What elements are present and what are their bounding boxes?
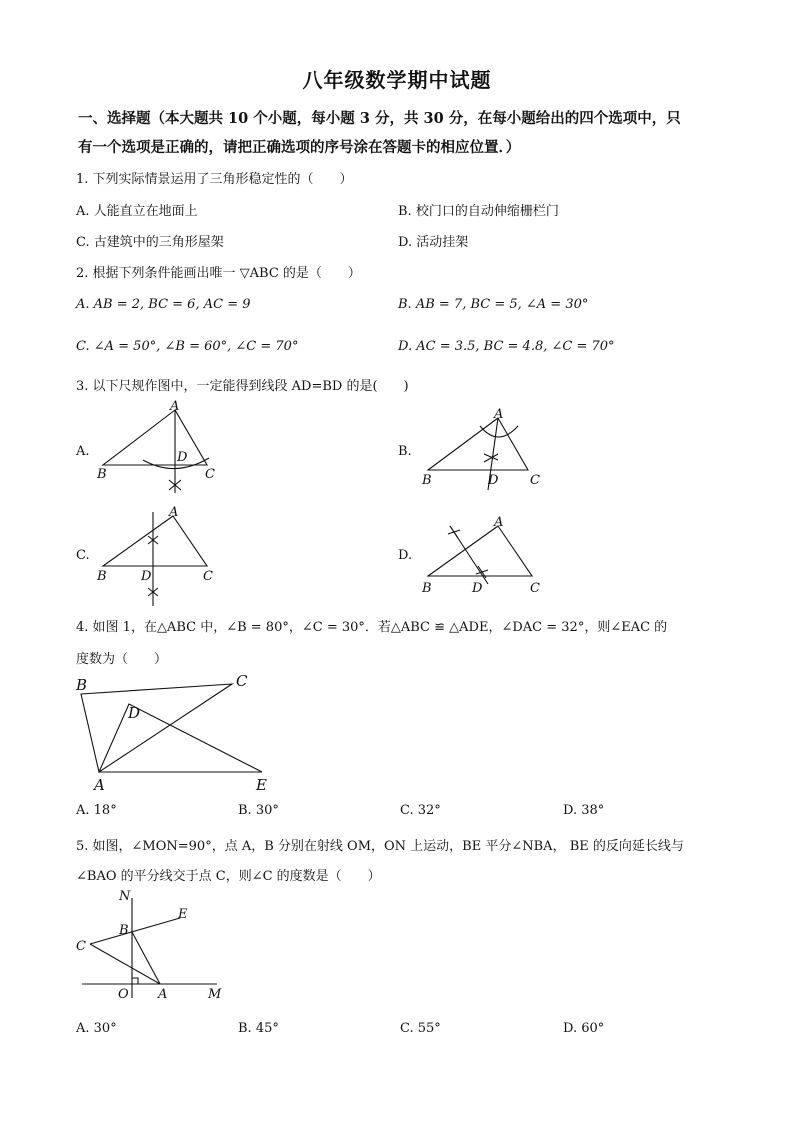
q1-option-d[interactable]: D. 活动挂架: [398, 235, 469, 250]
q5-label-o: O: [118, 987, 129, 1002]
q3d-label-b: B: [422, 581, 432, 596]
q3a-label-b: B: [97, 467, 107, 482]
q3-figure-d: [420, 514, 550, 598]
q4-option-c[interactable]: C. 32°: [400, 803, 441, 818]
section-header-line1: 一、选择题（本大题共 10 个小题，每小题 3 分，共 30 分，在每小题给出的四个选项中，只: [78, 110, 681, 127]
q5-option-b[interactable]: B. 45°: [238, 1021, 279, 1036]
q4-triangle-ade: [99, 704, 262, 772]
q3a-arc: [143, 458, 209, 469]
q2-option-d[interactable]: D. AC = 3.5, BC = 4.8, ∠C = 70°: [398, 339, 615, 354]
q3-option-d[interactable]: D.: [398, 548, 413, 563]
q1-option-c[interactable]: C. 古建筑中的三角形屋架: [76, 235, 224, 250]
q3b-triangle: [428, 418, 528, 470]
q3-option-b[interactable]: B.: [398, 444, 412, 459]
section-header-line2: 有一个选项是正确的，请把正确选项的序号涂在答题卡的相应位置．）: [78, 139, 521, 156]
q3a-triangle: [103, 410, 207, 465]
q3-figure-a: [95, 398, 225, 498]
q5-figure: [72, 886, 232, 1006]
q3d-label-d: D: [472, 581, 483, 596]
q5-option-a[interactable]: A. 30°: [76, 1021, 117, 1036]
q3c-label-a: A: [169, 505, 179, 520]
q4-option-a[interactable]: A. 18°: [76, 803, 117, 818]
q3d-label-a: A: [494, 515, 504, 530]
q3b-label-d: D: [488, 473, 499, 488]
q5-label-n: N: [119, 889, 131, 904]
q4-label-d: D: [128, 704, 141, 722]
question-5-stem-line2: ∠BAO 的平分线交于点 C，则∠C 的度数是（ ）: [76, 869, 381, 884]
q5-right-angle: [132, 978, 138, 984]
question-5-stem-line1: 5. 如图，∠MON=90°，点 A，B 分别在射线 OM，ON 上运动，BE 平分∠NBA， BE 的反向延长线与: [76, 839, 684, 854]
question-3-stem: 3. 以下尺规作图中，一定能得到线段 AD=BD 的是( ): [76, 379, 409, 394]
q4-label-e: E: [256, 776, 267, 794]
q5-label-b: B: [119, 923, 129, 938]
q3d-mark-2: [450, 526, 458, 538]
q5-label-c: C: [76, 939, 86, 954]
q3b-label-b: B: [422, 473, 432, 488]
question-4-stem-line1: 4. 如图 1，在△ABC 中，∠B = 80°，∠C = 30°．若△ABC ≌ △ADE，∠DAC = 32°，则∠EAC 的: [76, 620, 668, 635]
q2-option-a[interactable]: A. AB = 2, BC = 6, AC = 9: [76, 297, 251, 312]
q4-option-d[interactable]: D. 38°: [563, 803, 605, 818]
q5-label-m: M: [208, 987, 222, 1002]
q3-option-c[interactable]: C.: [76, 548, 90, 563]
page-title: 八年级数学期中试题: [302, 68, 492, 92]
q5-label-e: E: [178, 907, 188, 922]
q4-label-c: C: [236, 672, 248, 690]
q4-label-b: B: [76, 676, 88, 694]
q3-option-a[interactable]: A.: [76, 444, 90, 459]
question-2-stem: 2. 根据下列条件能画出唯一 ▽ABC 的是（ ）: [76, 266, 361, 281]
q3a-label-d: D: [177, 450, 188, 465]
q3-figure-b: [420, 404, 550, 494]
q3c-label-b: B: [97, 569, 107, 584]
q3c-label-d: D: [141, 569, 152, 584]
section-header: [78, 104, 728, 162]
question-4-stem-line2: 度数为（ ）: [76, 652, 168, 667]
q3d-label-c: C: [530, 581, 540, 596]
q5-line-ce: [90, 918, 180, 944]
q2-option-c[interactable]: C. ∠A = 50°, ∠B = 60°, ∠C = 70°: [76, 339, 299, 354]
q1-option-a[interactable]: A. 人能直立在地面上: [76, 204, 198, 219]
q3b-label-c: C: [530, 473, 540, 488]
q4-label-a: A: [94, 776, 105, 794]
q5-label-a: A: [158, 987, 168, 1002]
q3a-label-c: C: [205, 467, 215, 482]
q3b-label-a: A: [494, 407, 504, 422]
q1-option-b[interactable]: B. 校门口的自动伸缩栅栏门: [398, 204, 559, 219]
q5-option-c[interactable]: C. 55°: [400, 1021, 441, 1036]
q3-figure-c: [95, 502, 225, 608]
q4-triangle-abc: [81, 684, 232, 772]
q3c-label-c: C: [203, 569, 213, 584]
q2-option-b[interactable]: B. AB = 7, BC = 5, ∠A = 30°: [398, 297, 589, 312]
q5-option-d[interactable]: D. 60°: [563, 1021, 605, 1036]
q3a-label-a: A: [170, 399, 180, 414]
q4-figure: [72, 672, 282, 796]
question-1-stem: 1. 下列实际情景运用了三角形稳定性的（ ）: [76, 172, 353, 187]
q4-option-b[interactable]: B. 30°: [238, 803, 279, 818]
